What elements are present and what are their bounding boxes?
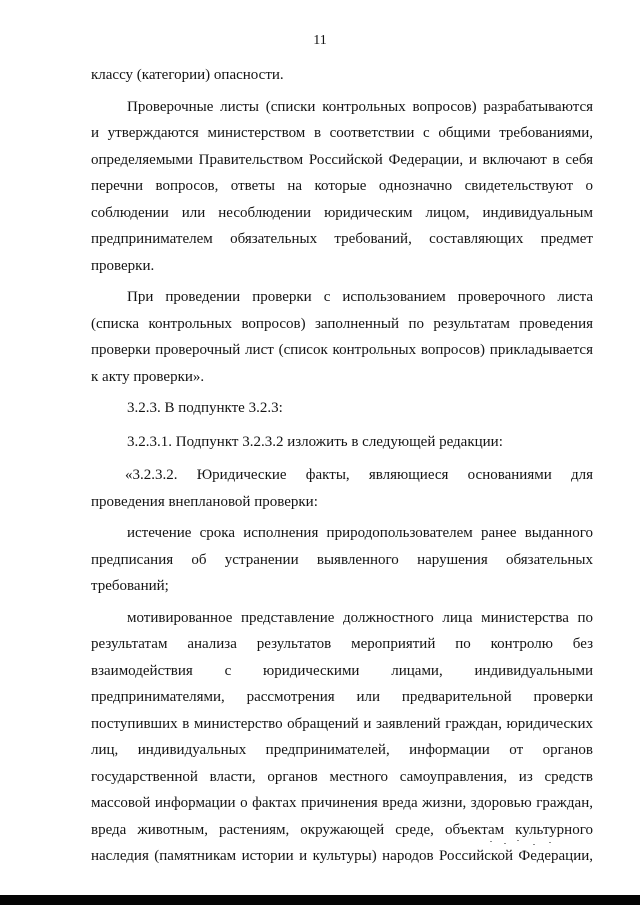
text-line: (списка контрольных вопросов) заполненный по результатам проведения (91, 315, 593, 332)
text-line: 3.2.3.1. Подпункт 3.2.3.2 изложить в следующей редакции: (127, 433, 503, 450)
text-line: предписания об устранении выявленного нарушения обязательных (91, 551, 593, 568)
text-line: «3.2.3.2. Юридические факты, являющиеся основаниями для (125, 467, 593, 483)
text-line: предпринимателем обязательных требований, составляющих предмет (91, 231, 593, 247)
text-line: наследия (памятникам истории и культуры) народов Российской Федерации, (91, 848, 593, 864)
text-line: Проверочные листы (списки контрольных вопросов) разрабатываются (127, 98, 593, 115)
text-line: истечение срока исполнения природопользователем ранее выданного (127, 525, 593, 541)
text-line: мотивированное представление должностного лица министерства по (127, 609, 593, 626)
text-line: классу (категории) опасности. (91, 67, 284, 83)
text-line: определяемыми Правительством Российской Федерации, и включают в себя (91, 151, 593, 168)
text-line: результатам анализа результатов мероприятий по контролю без (91, 636, 593, 652)
text-line: перечни вопросов, ответы на которые однозначно свидетельствуют о (91, 178, 593, 194)
text-line: соблюдении или несоблюдении юридическим лицом, индивидуальным (91, 204, 593, 221)
text-line: вреда животным, растениям, окружающей среде, объектам культурного (91, 821, 593, 838)
page-number: 11 (313, 33, 327, 48)
text-line: 3.2.3. В подпункте 3.2.3: (127, 400, 283, 416)
text-line: проверки проверочный лист (список контрольных вопросов) прикладывается (91, 342, 593, 358)
text-line: взаимодействия с юридическими лицами, индивидуальными (91, 662, 593, 679)
text-line: массовой информации о фактах причинения вреда жизни, здоровью граждан, (91, 795, 593, 811)
text-line: предпринимателями, рассмотрения или предварительной проверки (91, 689, 593, 705)
text-line: При проведении проверки с использованием проверочного листа (127, 289, 593, 305)
text-line: и утверждаются министерством в соответствии с общими требованиями, (91, 125, 593, 141)
document-body (91, 62, 593, 870)
text-line: к акту проверки». (91, 368, 205, 385)
text-line: проведения внеплановой проверки: (91, 493, 318, 510)
scan-noise (486, 838, 566, 848)
text-line: поступивших в министерство обращений и заявлений граждан, юридических (91, 715, 593, 732)
text-line: требований; (91, 578, 169, 594)
text-line: лиц, индивидуальных предпринимателей, информации от органов (91, 742, 593, 758)
text-line: государственной власти, органов местного самоуправления, из средств (91, 768, 593, 785)
scan-edge-bar (0, 895, 640, 905)
text-line: проверки. (91, 257, 155, 274)
